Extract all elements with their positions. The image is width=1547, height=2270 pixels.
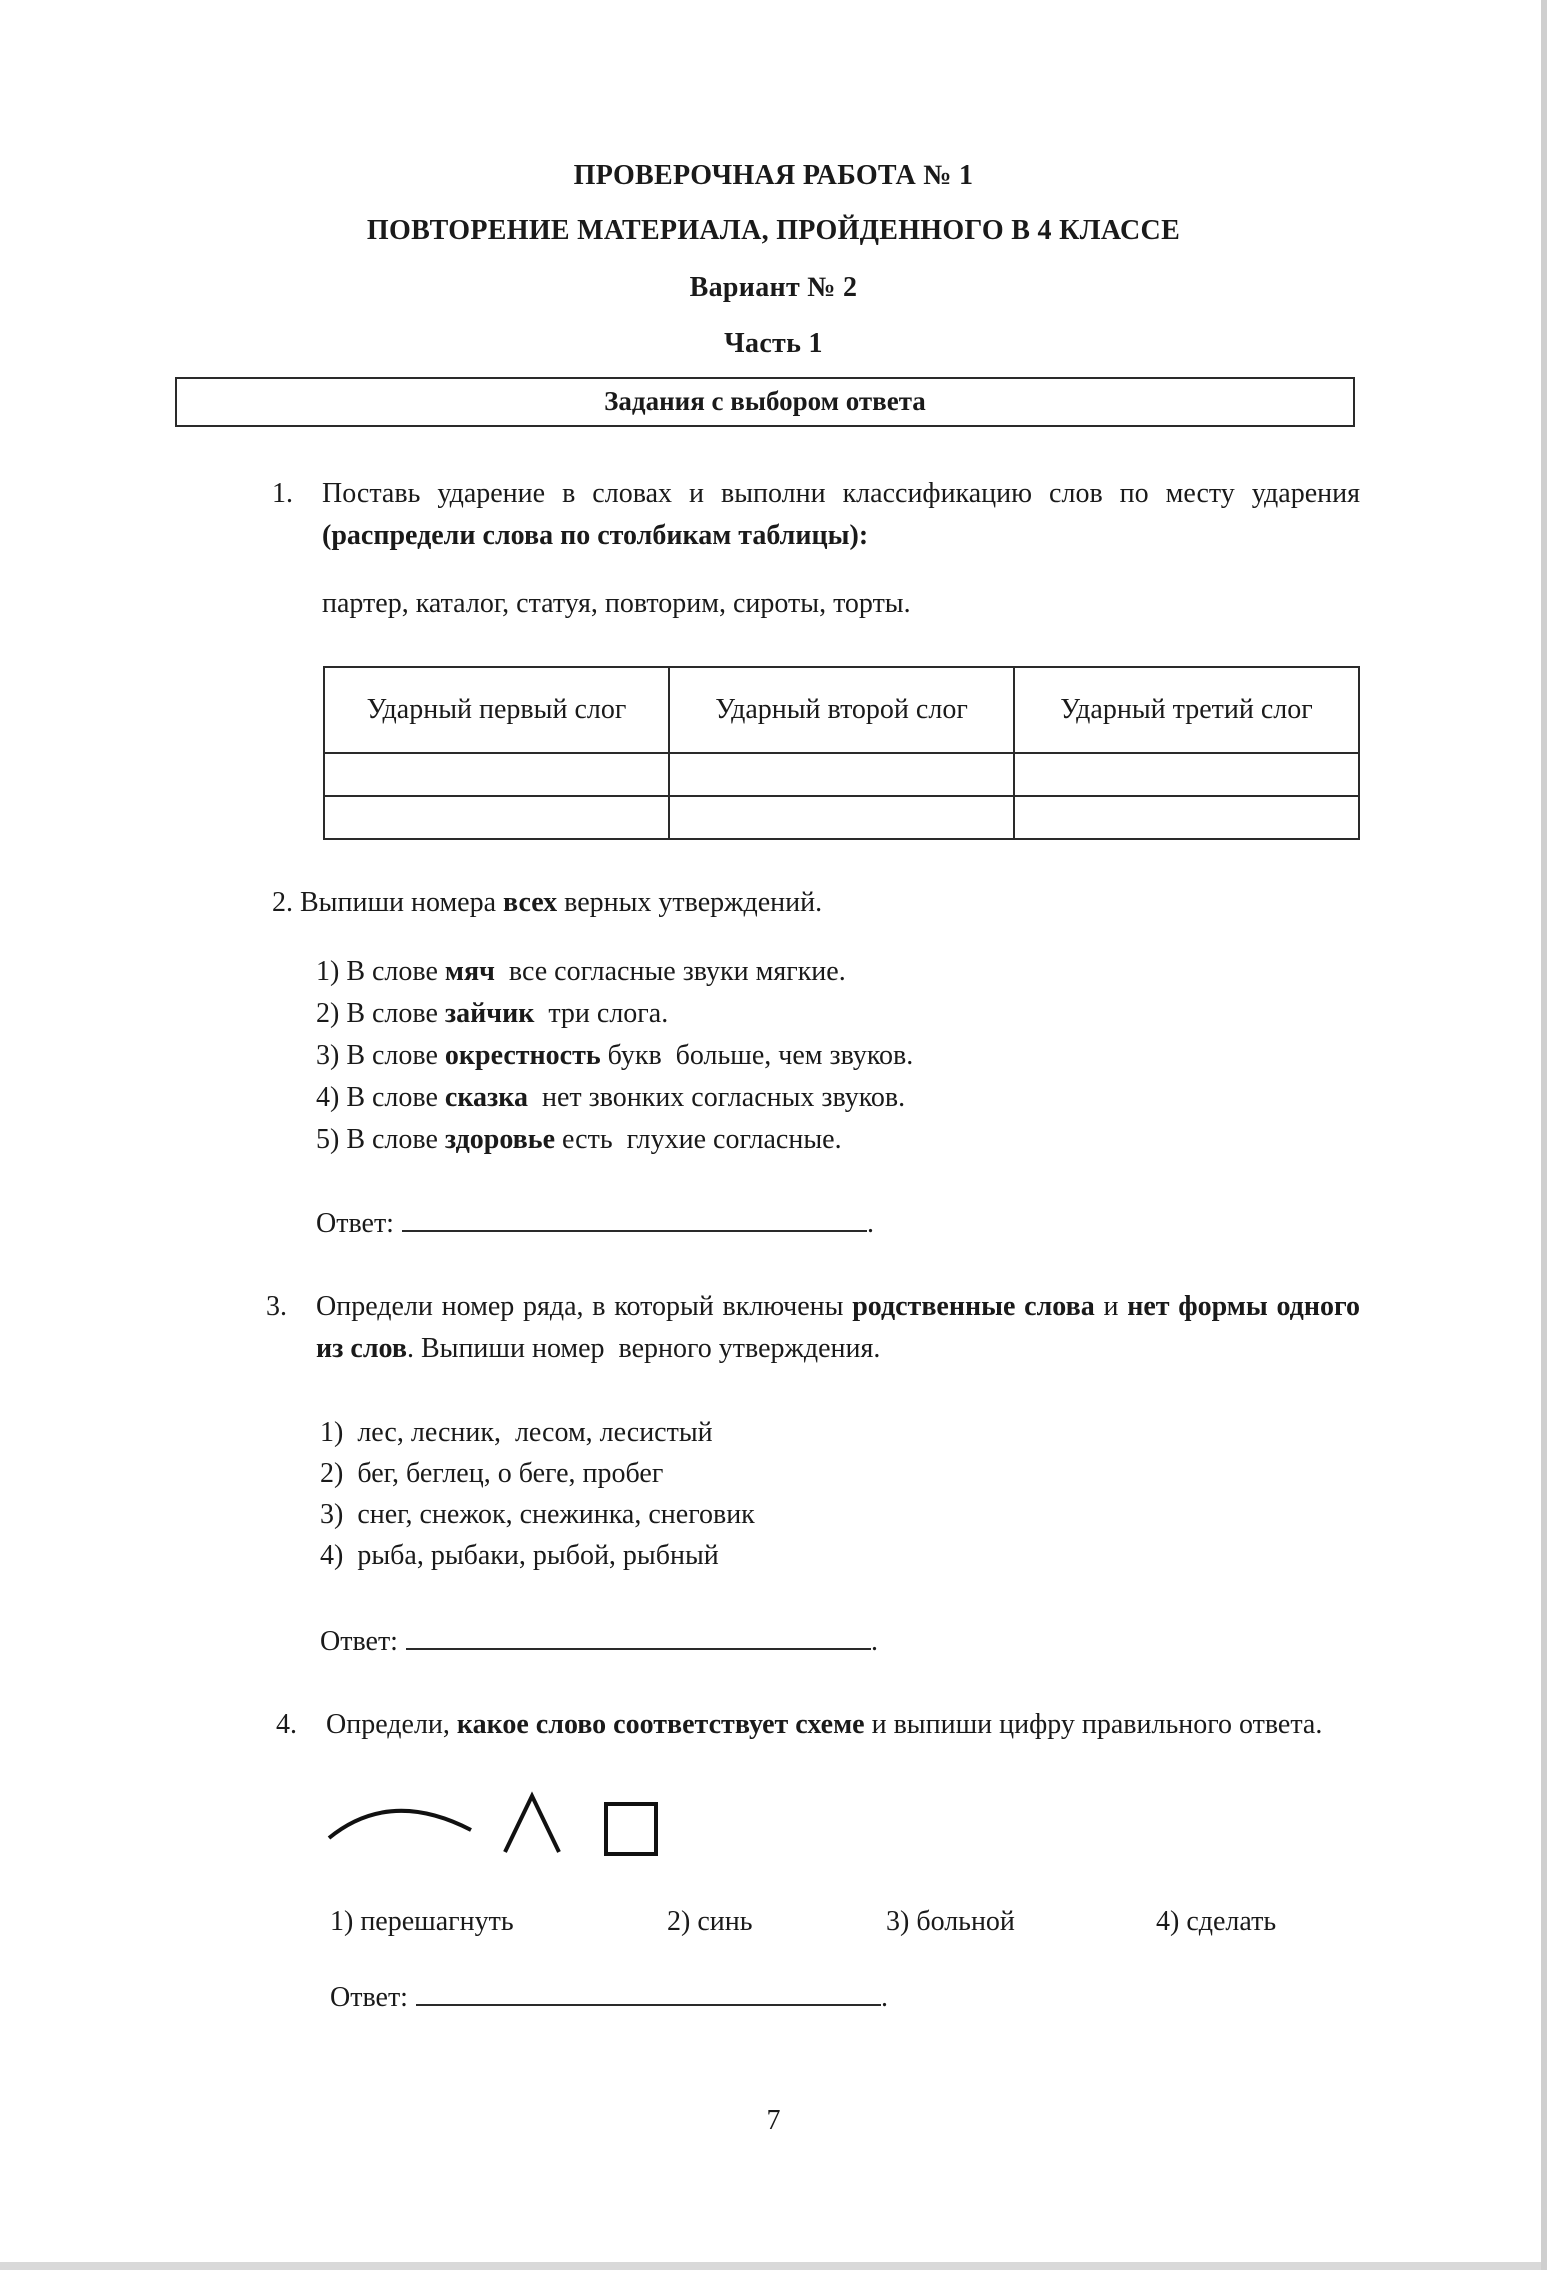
q3-item-text: лес, лесник, лесом, лесистый (357, 1417, 713, 1448)
q3-text-a: Определи номер ряда, в который включены (316, 1291, 853, 1322)
q3-text-bold-1: родственные слова (852, 1291, 1095, 1322)
q2-item-pre: В слове (346, 1082, 445, 1113)
q1-words: партер, каталог, статуя, повторим, сироты, торты. (322, 588, 911, 619)
q3-answer-line[interactable] (406, 1620, 871, 1650)
scan-edge-bottom (0, 2262, 1547, 2270)
q2-item-pre: В слове (346, 1124, 445, 1155)
q3-item-text: снег, снежок, снежинка, снеговик (357, 1499, 755, 1530)
q2-item (316, 951, 846, 993)
q2-answer-label: Ответ: (316, 1208, 394, 1239)
q2-prompt (272, 882, 822, 924)
q2-item-word: зайчик (444, 998, 535, 1029)
col-header-third: Ударный третий слог (1014, 667, 1359, 753)
q2-prompt-c: верных утверждений. (557, 887, 823, 918)
q4-text (326, 1704, 1360, 1746)
q4-number: 4. (276, 1709, 297, 1740)
answer-period: . (880, 1982, 888, 2013)
q2-item (316, 1119, 842, 1161)
table-cell[interactable] (1014, 753, 1359, 796)
q3-item-number: 3) (320, 1499, 344, 1530)
q3-item (320, 1535, 719, 1577)
q3-item (320, 1412, 713, 1454)
q3-item-text: бег, беглец, о беге, пробег (357, 1458, 664, 1489)
q2-number: 2. (272, 887, 293, 918)
q4-text-bold: какое слово соответствует схеме (456, 1709, 865, 1740)
q2-item (316, 1077, 905, 1119)
stress-table (323, 666, 1360, 840)
answer-period: . (870, 1626, 878, 1657)
q4-answer-line[interactable] (416, 1976, 881, 2006)
q3-item (320, 1494, 755, 1536)
page-number: 7 (766, 2105, 781, 2136)
q4-answer-label: Ответ: (330, 1982, 408, 2013)
q2-item-number: 5) (316, 1124, 340, 1155)
q3-text-e: . Выпиши номер верного утверждения. (406, 1333, 881, 1364)
q2-answer (316, 1202, 874, 1245)
q2-item-post: есть глухие согласные. (555, 1124, 842, 1155)
q4-text-c: и выпиши цифру правильного ответа. (864, 1709, 1323, 1740)
q4-text-a: Определи, (326, 1709, 457, 1740)
q2-item-pre: В слове (346, 956, 445, 987)
q4-option-1: 1) перешагнуть (330, 1906, 514, 1937)
q2-item-number: 3) (316, 1040, 340, 1071)
q3-item-text: рыба, рыбаки, рыбой, рыбный (357, 1540, 719, 1571)
q3-text-bold-2: нет формы одного из слов (316, 1291, 1360, 1364)
q2-item-pre: В слове (346, 1040, 445, 1071)
q2-item-post: букв больше, чем звуков. (600, 1040, 914, 1071)
q2-item-word: сказка (444, 1082, 528, 1113)
q2-item-number: 1) (316, 956, 340, 987)
section-heading: Задания с выбором ответа (604, 386, 926, 416)
q4-answer (330, 1976, 888, 2019)
col-header-second: Ударный второй слог (669, 667, 1014, 753)
q3-number: 3. (266, 1291, 287, 1322)
variant-label: Вариант № 2 (689, 272, 858, 303)
q1-text-plain: Поставь ударение в словах и выполни классификацию слов по месту ударения (322, 478, 1360, 509)
word-structure-schema (325, 1790, 665, 1860)
root-arc-icon (329, 1811, 471, 1838)
q4-option-3: 3) больной (886, 1906, 1015, 1937)
suffix-caret-icon (505, 1796, 559, 1852)
q2-item (316, 1035, 913, 1077)
part-label: Часть 1 (724, 328, 823, 359)
q2-item-post: все согласные звуки мягкие. (494, 956, 846, 987)
q3-item-number: 4) (320, 1540, 344, 1571)
worksheet-subtitle: ПОВТОРЕНИЕ МАТЕРИАЛА, ПРОЙДЕННОГО В 4 КЛАССЕ (366, 215, 1181, 246)
q4-option-2: 2) синь (667, 1906, 753, 1937)
q2-item-post: три слога. (534, 998, 669, 1029)
table-cell[interactable] (669, 753, 1014, 796)
q3-text (316, 1286, 1360, 1370)
q2-item-number: 4) (316, 1082, 340, 1113)
table-cell[interactable] (324, 796, 669, 839)
q3-item (320, 1453, 663, 1495)
col-header-first: Ударный первый слог (324, 667, 669, 753)
q3-answer (320, 1620, 878, 1663)
q2-item-word: здоровье (444, 1124, 556, 1155)
q1-text-bold: (распредели слова по столбикам таблицы): (322, 520, 869, 551)
q2-prompt-a: Выпиши номера (300, 887, 504, 918)
q2-item-word: мяч (444, 956, 495, 987)
table-cell[interactable] (669, 796, 1014, 839)
q2-item-post: нет звонких согласных звуков. (528, 1082, 906, 1113)
q3-answer-label: Ответ: (320, 1626, 398, 1657)
q2-item-pre: В слове (346, 998, 445, 1029)
q2-item (316, 993, 668, 1035)
table-cell[interactable] (324, 753, 669, 796)
q4-option-4: 4) сделать (1156, 1906, 1277, 1937)
answer-period: . (866, 1208, 874, 1239)
section-heading-box (175, 377, 1355, 427)
q2-prompt-bold: всех (503, 887, 558, 918)
q3-item-number: 2) (320, 1458, 344, 1489)
q1-number: 1. (272, 478, 293, 509)
q3-text-c: и (1094, 1291, 1128, 1322)
q2-item-number: 2) (316, 998, 340, 1029)
q2-answer-line[interactable] (402, 1202, 867, 1232)
worksheet-title: ПРОВЕРОЧНАЯ РАБОТА № 1 (573, 160, 974, 191)
ending-box-icon (606, 1804, 656, 1854)
q1-text (322, 473, 1360, 557)
table-cell[interactable] (1014, 796, 1359, 839)
q2-item-word: окрестность (444, 1040, 601, 1071)
q3-item-number: 1) (320, 1417, 344, 1448)
scan-edge-right (1541, 0, 1547, 2270)
